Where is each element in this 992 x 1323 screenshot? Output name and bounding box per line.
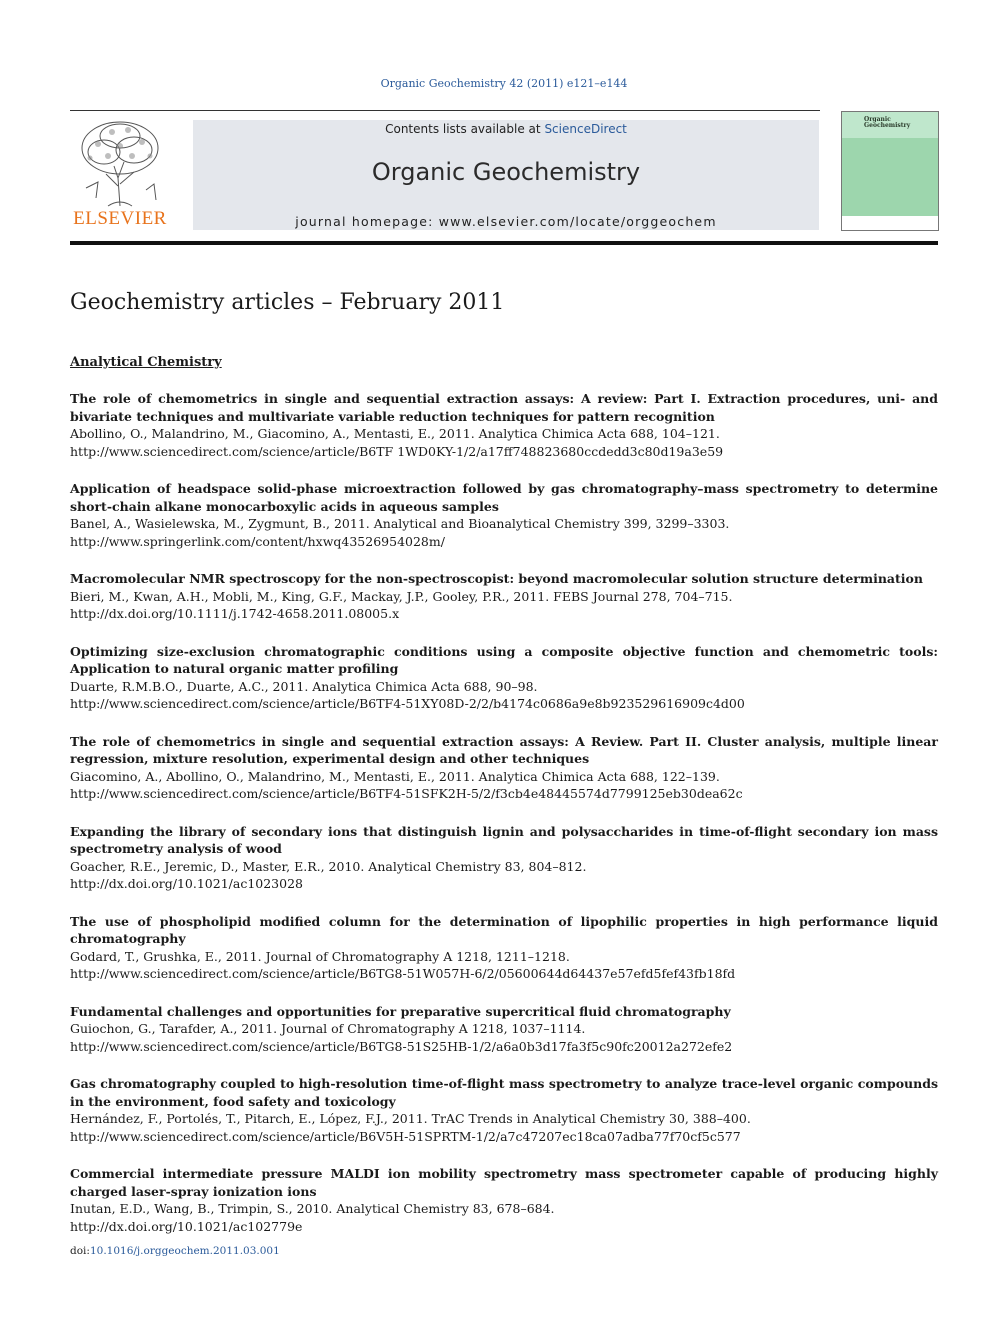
section-title: Analytical Chemistry: [70, 355, 222, 370]
journal-banner: [193, 120, 819, 230]
list-item: [70, 1165, 938, 1235]
article-title: Macromolecular NMR spectroscopy for the non-spectroscopist: beyond macromolecular solution structure determination: [70, 571, 923, 586]
article-title: Expanding the library of secondary ions that distinguish lignin and polysaccharides in time-of-flight secondary ion mass spectrometry analysis of wood: [70, 823, 938, 856]
elsevier-wordmark: ELSEVIER: [73, 208, 167, 229]
list-item: [70, 823, 938, 893]
article-reference: Hernández, F., Portolés, T., Pitarch, E., López, F.J., 2011. TrAC Trends in Analytical Chemistry 30, 388–400.: [70, 1111, 751, 1126]
article-link[interactable]: http://dx.doi.org/10.1021/ac1023028: [70, 876, 303, 891]
article-link[interactable]: http://dx.doi.org/10.1021/ac102779e: [70, 1218, 303, 1234]
article-link[interactable]: http://www.sciencedirect.com/science/article/B6V5H-51SPRTM-1/2/a7c47207ec18ca07adba77f70cf5c577: [70, 1128, 741, 1144]
article-link[interactable]: http://www.sciencedirect.com/science/article/B6TF 1WD0KY-1/2/a17ff748823680ccdedd3c80d19a3e59: [70, 443, 724, 459]
article-reference: Guiochon, G., Tarafder, A., 2011. Journal of Chromatography A 1218, 1037–1114.: [70, 1021, 586, 1036]
doi-prefix: doi:: [70, 1245, 90, 1257]
article-title: Fundamental challenges and opportunities for preparative supercritical fluid chromatography: [70, 1003, 731, 1019]
cover-header: [842, 112, 938, 138]
list-item: [70, 913, 938, 983]
article-link[interactable]: http://www.sciencedirect.com/science/article/B6TG8-51W057H-6/2/05600644d64437e57efd5fef43fb18fd: [70, 966, 736, 981]
elsevier-logo: [68, 118, 172, 232]
list-item: [70, 390, 938, 460]
header-thick-rule: [70, 241, 938, 245]
journal-title: Organic Geochemistry: [371, 158, 641, 186]
doi-link[interactable]: 10.1016/j.orggeochem.2011.03.001: [89, 1245, 280, 1257]
sciencedirect-link[interactable]: ScienceDirect: [544, 122, 627, 136]
article-link[interactable]: http://www.springerlink.com/content/hxwq43526954028m/: [70, 533, 445, 549]
article-list: [70, 390, 938, 1255]
list-item: [70, 733, 938, 803]
journal-citation[interactable]: Organic Geochemistry 42 (2011) e121–e144: [380, 77, 628, 90]
journal-cover-thumbnail: [841, 111, 939, 231]
elsevier-tree-icon: [68, 118, 172, 210]
article-title: Application of headspace solid-phase microextraction followed by gas chromatography–mass spectrometry to determine short-chain alkane monocarboxylic acids in aqueous samples: [70, 481, 938, 514]
article-reference: Godard, T., Grushka, E., 2011. Journal of Chromatography A 1218, 1211–1218.: [70, 948, 570, 964]
contents-prefix: Contents lists available at: [385, 122, 545, 136]
page-title: Geochemistry articles – February 2011: [70, 290, 505, 315]
article-title: Optimizing size-exclusion chromatographic conditions using a composite objective function and chemometric tools: Application to natural organic matter profiling: [70, 643, 938, 676]
article-reference: Inutan, E.D., Wang, B., Trimpin, S., 2010. Analytical Chemistry 83, 678–684.: [70, 1201, 555, 1216]
list-item: [70, 1075, 938, 1145]
article-title: The use of phospholipid modified column for the determination of lipophilic properties in high performance liquid chromatography: [70, 913, 938, 946]
list-item: [70, 643, 938, 713]
header-rule: [70, 110, 820, 111]
doi-footer: [70, 1245, 280, 1257]
article-title: The role of chemometrics in single and sequential extraction assays: A review: Part I. Extraction procedures, uni- and bivariate techniques and multivariate variable reduction techniques for pattern recognition: [70, 391, 938, 424]
article-link[interactable]: http://www.sciencedirect.com/science/article/B6TF4-51SFK2H-5/2/f3cb4e48445574d7799125eb30dea62c: [70, 786, 743, 801]
article-reference: Duarte, R.M.B.O., Duarte, A.C., 2011. Analytica Chimica Acta 688, 90–98.: [70, 678, 538, 694]
article-reference: Goacher, R.E., Jeremic, D., Master, E.R., 2010. Analytical Chemistry 83, 804–812.: [70, 858, 587, 874]
article-title: The role of chemometrics in single and sequential extraction assays: A Review. Part II. Cluster analysis, multiple linear regression, mixture resolution, experimental design and other techniques: [70, 733, 938, 766]
article-reference: Bieri, M., Kwan, A.H., Mobli, M., King, G.F., Mackay, J.P., Gooley, P.R., 2011. FEBS Journal 278, 704–715.: [70, 588, 733, 604]
cover-body: [842, 138, 938, 216]
article-reference: Banel, A., Wasielewska, M., Zygmunt, B., 2011. Analytical and Bioanalytical Chemistry 399, 3299–3303.: [70, 516, 730, 531]
journal-homepage[interactable]: journal homepage: www.elsevier.com/locate/orggeochem: [295, 214, 717, 229]
contents-available-line: [193, 122, 819, 136]
list-item: [70, 1003, 938, 1056]
article-link[interactable]: http://www.sciencedirect.com/science/article/B6TF4-51XY08D-2/2/b4174c0686a9e8b923529616909c4d00: [70, 696, 745, 711]
article-reference: Giacomino, A., Abollino, O., Malandrino, M., Mentasti, E., 2011. Analytica Chimica Acta 688, 122–139.: [70, 768, 720, 784]
list-item: [70, 480, 938, 550]
cover-footer: [842, 216, 938, 230]
article-title: Commercial intermediate pressure MALDI ion mobility spectrometry mass spectrometer capable of producing highly charged laser-spray ionization ions: [70, 1166, 938, 1199]
article-title: Gas chromatography coupled to high-resolution time-of-flight mass spectrometry to analyze trace-level organic compounds in the environment, food safety and toxicology: [70, 1076, 938, 1109]
list-item: [70, 570, 938, 623]
article-link[interactable]: http://www.sciencedirect.com/science/article/B6TG8-51S25HB-1/2/a6a0b3d17fa3f5c90fc20012a272efe2: [70, 1038, 733, 1054]
article-link[interactable]: http://dx.doi.org/10.1111/j.1742-4658.2011.08005.x: [70, 606, 400, 621]
cover-title: Organic Geochemistry: [864, 116, 911, 129]
article-reference: Abollino, O., Malandrino, M., Giacomino, A., Mentasti, E., 2011. Analytica Chimica Acta 688, 104–121.: [70, 426, 720, 441]
